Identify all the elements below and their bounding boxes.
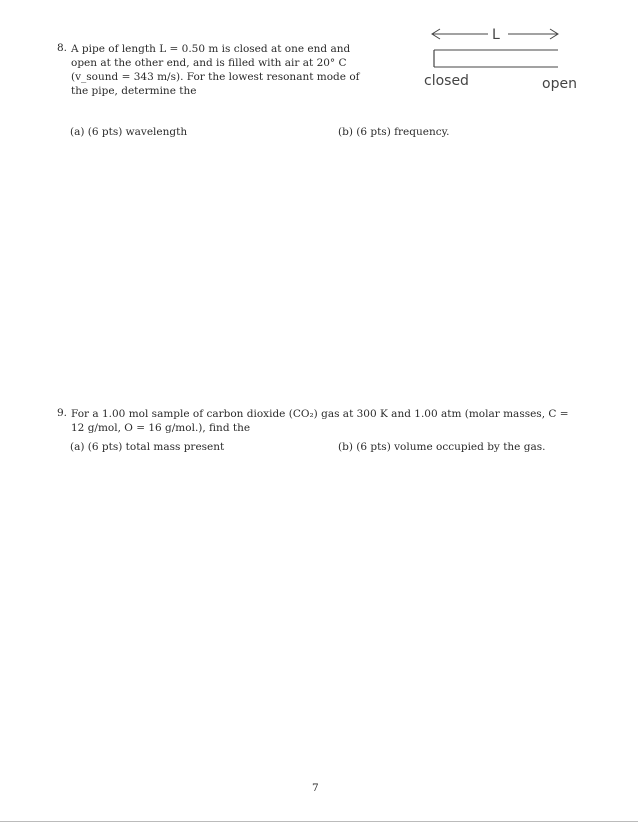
question-8-line-1: A pipe of length L = 0.50 m is closed at one end and	[71, 43, 351, 55]
length-label: L	[492, 27, 500, 43]
question-8-number: 8.	[57, 42, 68, 54]
pipe-diagram	[420, 22, 620, 107]
closed-label: closed	[424, 73, 469, 89]
question-9-line-2: 12 g/mol, O = 16 g/mol.), find the	[71, 422, 251, 434]
question-8-line-4: the pipe, determine the	[71, 85, 197, 97]
question-9-text	[71, 407, 569, 435]
question-8-part-b: (b) (6 pts) frequency.	[338, 126, 450, 138]
question-8-line-2: open at the other end, and is filled with air at 20° C	[71, 57, 347, 69]
question-9-part-a: (a) (6 pts) total mass present	[70, 441, 225, 453]
question-8-part-a: (a) (6 pts) wavelength	[70, 126, 188, 138]
question-9-part-b: (b) (6 pts) volume occupied by the gas.	[338, 441, 546, 453]
question-9-line-1: For a 1.00 mol sample of carbon dioxide (CO₂) gas at 300 K and 1.00 atm (molar masses, C =	[71, 408, 569, 420]
question-8-line-3: (v_sound = 343 m/s). For the lowest resonant mode of	[71, 71, 360, 83]
question-8-text	[71, 42, 360, 98]
question-9-number: 9.	[57, 407, 68, 419]
page-edge-line	[0, 821, 638, 822]
page-number: 7	[312, 782, 319, 794]
open-label: open	[542, 76, 577, 92]
